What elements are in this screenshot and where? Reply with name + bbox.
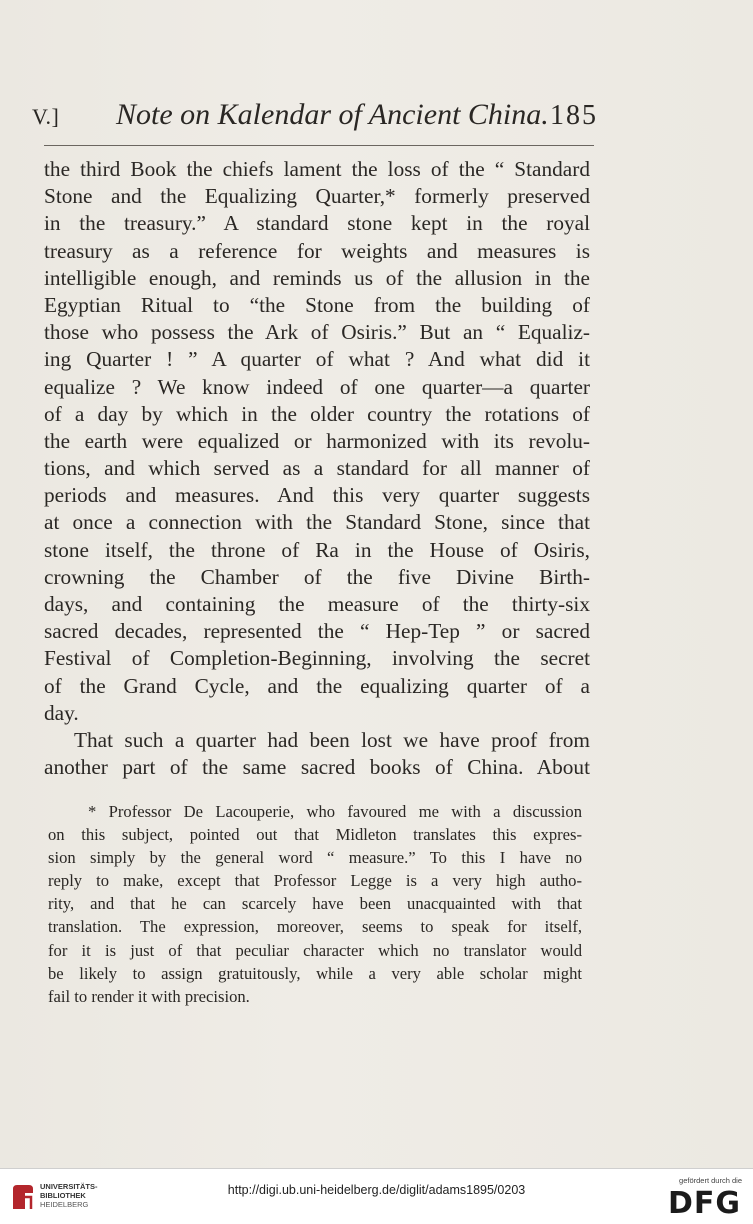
footnote-line: rity, and that he can scarcely have been unacquainted with that — [48, 894, 582, 914]
dfg-logo[interactable]: DFG — [667, 1186, 741, 1221]
text-line: Egyptian Ritual to “the Stone from the building of — [44, 292, 590, 317]
page-number: 185 — [550, 100, 598, 131]
library-name[interactable]: UNIVERSITÄTS- BIBLIOTHEK HEIDELBERG — [40, 1182, 98, 1209]
text-line: intelligible enough, and reminds us of the allusion in the — [44, 265, 590, 290]
text-line: crowning the Chamber of the five Divine Birth- — [44, 564, 590, 589]
footnote-line: translation. The expression, moreover, seems to speak for itself, — [48, 917, 582, 937]
footnote-line: * Professor De Lacouperie, who favoured me with a discussion — [88, 802, 582, 821]
text-line: Festival of Completion-Beginning, involving the secret — [44, 646, 590, 671]
text-line: another part of the same sacred books of China. About — [44, 755, 590, 780]
text-line: ing Quarter ! ” A quarter of what ? And what did it — [44, 347, 590, 372]
text-line: That such a quarter had been lost we have proof from — [74, 727, 590, 752]
running-title: Note on Kalendar of Ancient China. — [116, 98, 549, 131]
text-line: stone itself, the throne of Ra in the House of Osiris, — [44, 537, 590, 562]
text-line: in the treasury.” A standard stone kept in the royal — [44, 211, 590, 236]
chapter-number: V.] — [32, 104, 60, 129]
text-line: sacred decades, represented the “ Hep-Tep ” or sacred — [44, 619, 590, 644]
footnote-line: sion simply by the general word “ measure.” To this I have no — [48, 848, 582, 868]
footnote — [48, 800, 582, 1008]
permalink-url[interactable]: http://digi.ub.uni-heidelberg.de/diglit/adams1895/0203 — [227, 1183, 526, 1197]
text-line: of a day by which in the older country the rotations of — [44, 401, 590, 426]
footnote-line: be likely to assign gratuitously, while a very able scholar might — [48, 963, 582, 983]
text-line: at once a connection with the Standard Stone, since that — [44, 510, 590, 535]
footnote-line: reply to make, except that Professor Legge is a very high autho- — [48, 871, 582, 891]
running-header — [30, 92, 600, 140]
main-text — [44, 156, 590, 781]
footnote-line: for it is just of that peculiar character which no translator would — [48, 940, 582, 960]
footnote-line: fail to render it with precision. — [48, 986, 250, 1006]
footnote-line: on this subject, pointed out that Midleton translates this expres- — [48, 825, 582, 845]
viewer-footer — [0, 1168, 753, 1224]
text-line: Stone and the Equalizing Quarter,* formerly preserved — [44, 184, 590, 209]
text-line: day. — [44, 700, 79, 725]
text-line: those who possess the Ark of Osiris.” But an “ Equaliz- — [44, 320, 590, 345]
text-line: the third Book the chiefs lament the loss of the “ Standard — [44, 157, 590, 181]
funding-note: gefördert durch die — [679, 1176, 742, 1185]
text-line: periods and measures. And this very quarter suggests — [44, 483, 590, 508]
header-rule — [44, 145, 594, 146]
text-line: of the Grand Cycle, and the equalizing quarter of a — [44, 673, 590, 698]
text-line: tions, and which served as a standard for all manner of — [44, 456, 590, 481]
text-line: days, and containing the measure of the thirty-six — [44, 592, 590, 616]
text-line: the earth were equalized or harmonized with its revolu- — [44, 428, 590, 453]
text-line: equalize ? We know indeed of one quarter—a quarter — [44, 374, 590, 399]
text-line: treasury as a reference for weights and measures is — [44, 238, 590, 263]
